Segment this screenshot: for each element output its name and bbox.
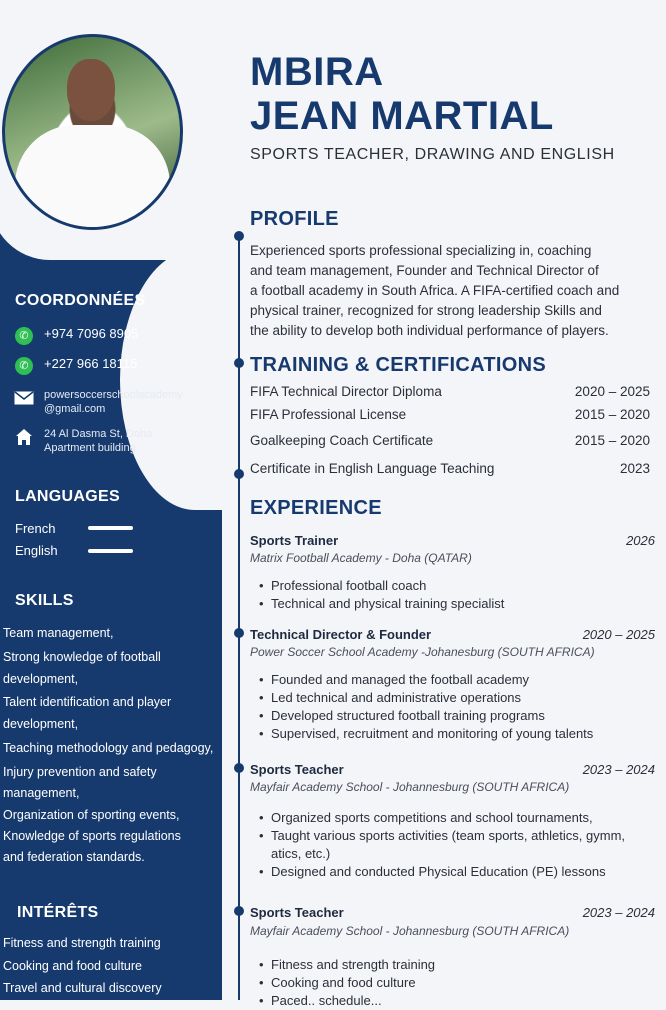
job-company: Mayfair Academy School - Johannesburg (SOUTH AFRICA) [250, 924, 570, 938]
timeline-dot [234, 469, 244, 479]
job-title: Sports Teacher [250, 905, 344, 920]
job-bullet: • Fitness and strength training [257, 956, 657, 974]
skill-item: Knowledge of sports regulations [3, 829, 181, 843]
job-title-row [250, 762, 655, 777]
phone-2[interactable] [14, 356, 137, 376]
profile-line: Experienced sports professional specializing in, coaching [250, 243, 592, 258]
job-bullets [257, 671, 657, 743]
email-line-1: powersoccerschoolacademy [44, 389, 183, 401]
interests-heading: INTÉRÊTS [17, 904, 99, 921]
skill-item: Organization of sporting events, [3, 808, 180, 822]
job-bullet: • Paced.. schedule... [257, 992, 657, 1010]
job-bullet: • Cooking and food culture [257, 974, 657, 992]
job-dates: 2026 [626, 533, 655, 548]
home-icon [14, 427, 34, 447]
cert-row [250, 433, 650, 448]
interest-item: Travel and cultural discovery [3, 981, 162, 995]
language-level-bar [88, 549, 133, 553]
email-icon [14, 388, 34, 408]
phone-1[interactable] [14, 326, 138, 346]
job-bullet: • Designed and conducted Physical Education (PE) lessons [257, 863, 657, 881]
job-bullets [257, 809, 657, 881]
photo-shirt [15, 125, 170, 230]
photo-face [67, 59, 115, 121]
cert-dates: 2020 – 2025 [574, 384, 650, 399]
cert-dates: 2023 [619, 461, 650, 476]
job-bullet: • Professional football coach [257, 577, 657, 595]
timeline-dot [234, 906, 244, 916]
cert-name: FIFA Technical Director Diploma [250, 384, 442, 399]
job-bullet-continuation [257, 845, 657, 863]
job-bullet: • Taught various sports activities (team sports, athletics, gymm, [257, 827, 657, 845]
address-line-2: Apartment building [44, 442, 136, 454]
skills-heading: SKILLS [15, 592, 74, 609]
job-dates: 2023 – 2024 [582, 905, 655, 920]
job-title-row [250, 533, 655, 548]
skill-item: management, [3, 786, 80, 800]
language-english: English [15, 543, 58, 558]
cert-name: FIFA Professional License [250, 407, 407, 422]
job-title: Sports Teacher [250, 762, 344, 777]
phone-1-text: +974 7096 8905 [44, 326, 139, 341]
name-line-2: JEAN MARTIAL [250, 94, 554, 138]
interest-item: Cooking and food culture [3, 959, 142, 973]
language-level-bar [88, 526, 133, 530]
job-bullet: • Organized sports competitions and school tournaments, [257, 809, 657, 827]
job-title: Technical Director & Founder [250, 627, 432, 642]
job-company: Power Soccer School Academy -Johanesburg (SOUTH AFRICA) [250, 645, 595, 659]
cert-row [250, 407, 650, 422]
skill-item: Talent identification and player [3, 695, 172, 709]
contact-heading: COORDONNÉES [15, 292, 146, 309]
email[interactable] [14, 388, 183, 416]
training-heading: TRAINING & CERTIFICATIONS [250, 354, 547, 376]
address-line-1: 24 Al Dasma St, Doha [44, 428, 153, 440]
timeline-dot [234, 763, 244, 773]
job-dates: 2023 – 2024 [582, 762, 655, 777]
profile-line: and team management, Founder and Technical Director of [250, 263, 599, 278]
phone-2-text: +227 966 18115 [44, 356, 138, 371]
timeline-dot [234, 358, 244, 368]
languages-heading: LANGUAGES [15, 488, 120, 505]
job-bullet: • Founded and managed the football academy [257, 671, 657, 689]
timeline-line [238, 236, 240, 1000]
job-title: Sports Trainer [250, 533, 339, 548]
profile-text [250, 241, 655, 341]
job-bullets [257, 956, 657, 1010]
job-title-row [250, 627, 655, 642]
profile-line: the ability to develop both individual performance of players. [250, 323, 609, 338]
profile-photo [2, 34, 183, 230]
skill-item: Injury prevention and safety [3, 765, 157, 779]
skill-item: Teaching methodology and pedagogy, [3, 741, 214, 755]
skill-item: development, [3, 717, 79, 731]
job-title-row [250, 905, 655, 920]
email-line-2: @gmail.com [44, 403, 106, 415]
job-bullet-text: atics, etc.) [271, 846, 331, 861]
whatsapp-icon: ✆ [14, 356, 34, 376]
profile-heading: PROFILE [250, 208, 339, 230]
job-company: Mayfair Academy School - Johannesburg (SOUTH AFRICA) [250, 780, 570, 794]
whatsapp-icon: ✆ [14, 326, 34, 346]
job-bullets [257, 577, 657, 613]
job-bullet: • Technical and physical training specialist [257, 595, 657, 613]
job-subtitle: SPORTS TEACHER, DRAWING AND ENGLISH [250, 146, 615, 163]
profile-line: physical trainer, recognized for strong leadership Skills and [250, 303, 602, 318]
skill-item: Strong knowledge of football [3, 650, 161, 664]
name-line-1: MBIRA [250, 50, 384, 94]
cert-name: Certificate in English Language Teaching [250, 461, 495, 476]
job-bullet: • Supervised, recruitment and monitoring of young talents [257, 725, 657, 743]
skill-item: Team management, [3, 626, 114, 640]
skill-item: development, [3, 672, 79, 686]
language-french: French [15, 521, 56, 536]
cert-row [250, 384, 650, 399]
profile-line: a football academy in South Africa. A FIFA-certified coach and [250, 283, 620, 298]
job-company: Matrix Football Academy - Doha (QATAR) [250, 551, 472, 565]
cert-row [250, 461, 650, 476]
timeline-dot [234, 231, 244, 241]
sidebar-curve-decoration [120, 250, 222, 510]
experience-heading: EXPERIENCE [250, 497, 382, 519]
interest-item: Fitness and strength training [3, 936, 161, 950]
cert-name: Goalkeeping Coach Certificate [250, 433, 434, 448]
job-bullet: • Developed structured football training programs [257, 707, 657, 725]
timeline-dot [234, 628, 244, 638]
job-bullet: • Led technical and administrative operations [257, 689, 657, 707]
job-dates: 2020 – 2025 [582, 627, 655, 642]
cert-dates: 2015 – 2020 [574, 407, 650, 422]
skill-item: and federation standards. [3, 850, 145, 864]
address [14, 427, 152, 455]
cert-dates: 2015 – 2020 [574, 433, 650, 448]
